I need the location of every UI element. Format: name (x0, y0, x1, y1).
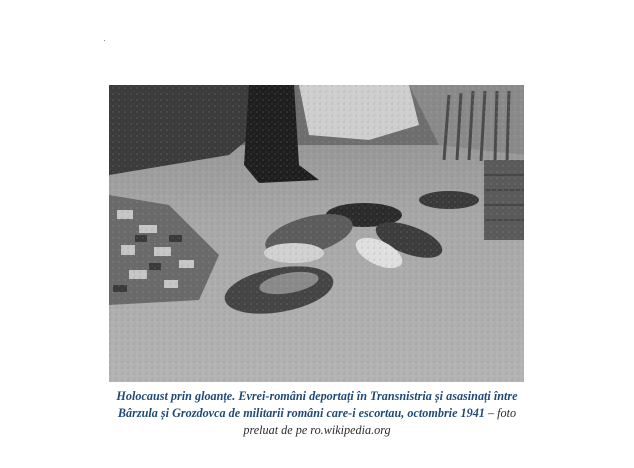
stray-dot (104, 40, 105, 41)
historical-photograph (109, 85, 524, 382)
photograph-icon (109, 85, 524, 382)
photo-caption (110, 388, 524, 439)
caption-separator: – (484, 406, 498, 420)
caption-credit: foto preluat de pe ro.wikipedia.org (243, 406, 517, 437)
caption-main-text: Holocaust prin gloanțe. Evrei-români deportați în Transnistria și asasinați între Bârzula și Grozdovca de militarii români care-i escortau, octombrie 1941 (116, 389, 518, 420)
